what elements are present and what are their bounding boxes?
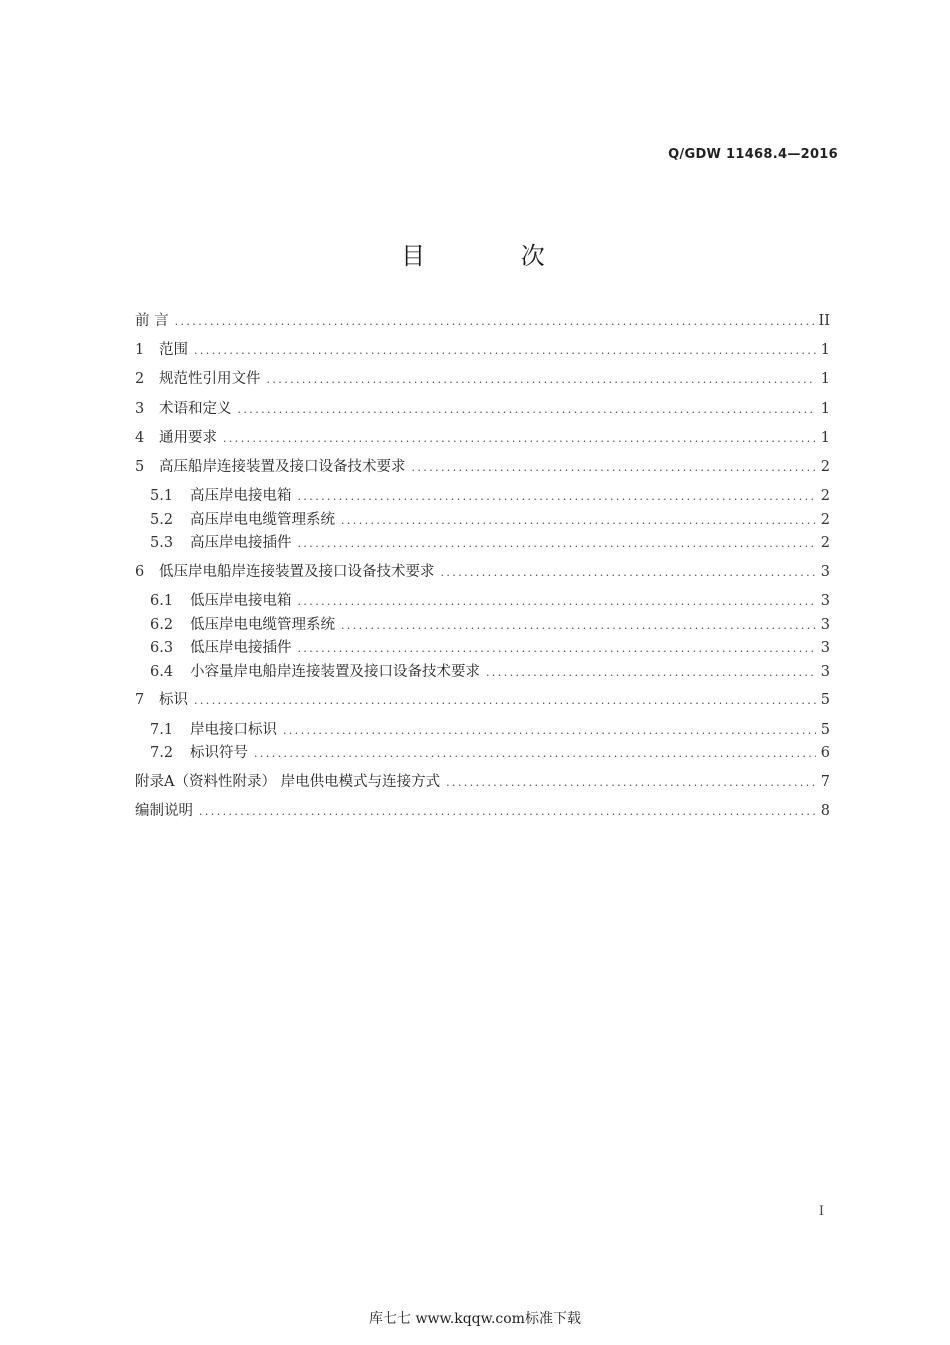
toc-entry-label: 高压岸电接插件: [190, 535, 292, 552]
toc-entry-label: 高压岸电电缆管理系统: [190, 511, 335, 528]
toc-leader-dots: [223, 429, 816, 449]
toc-entry-number: 3: [135, 400, 145, 417]
toc-entry-number: 2: [135, 371, 145, 388]
toc-entry[interactable]: [135, 801, 830, 830]
toc-leader-dots: [298, 487, 817, 507]
toc-entry-number: 6.2: [150, 616, 174, 633]
toc-leader-dots: [446, 773, 816, 793]
toc-entry[interactable]: [135, 562, 830, 591]
toc-entry-page: 1: [820, 429, 830, 446]
toc-entry-label: 术语和定义: [159, 400, 232, 417]
toc-entry-page: 2: [820, 488, 830, 505]
toc-entry-page: 3: [820, 593, 830, 610]
toc-entry[interactable]: [135, 533, 830, 557]
standard-code: Q/GDW 11468.4—2016: [668, 147, 838, 162]
toc-entry[interactable]: [135, 690, 830, 719]
toc-entry-label: 低压岸电接插件: [190, 640, 292, 657]
toc-entry[interactable]: [135, 662, 830, 686]
toc-entry-page: 5: [820, 721, 830, 738]
toc-entry-label: 小容量岸电船岸连接装置及接口设备技术要求: [190, 663, 480, 680]
toc-entry-label: 编制说明: [135, 803, 193, 820]
toc-leader-dots: [441, 563, 817, 583]
toc-entry-page: 1: [820, 400, 830, 417]
toc-entry-label: 标识: [159, 692, 188, 709]
footer-watermark: 库七七 www.kqqw.com标准下载: [369, 1311, 581, 1327]
toc-leader-dots: [486, 663, 816, 683]
toc-leader-dots: [412, 458, 817, 478]
toc-leader-dots: [199, 802, 816, 822]
toc-entry-number: 5: [135, 458, 145, 475]
toc-entry-number: 7.2: [150, 745, 174, 762]
toc-leader-dots: [194, 691, 816, 711]
toc-leader-dots: [238, 400, 817, 420]
toc-entry-page: 1: [820, 342, 830, 359]
toc-entry[interactable]: [135, 399, 830, 428]
toc-leader-dots: [283, 721, 816, 741]
toc-entry[interactable]: [135, 743, 830, 767]
toc-entry-label: 高压岸电接电箱: [190, 488, 292, 505]
toc-entry-label: 标识符号: [190, 745, 248, 762]
toc-entry-page: 2: [820, 535, 830, 552]
toc-entry[interactable]: [135, 340, 830, 369]
toc-entry-number: 4: [135, 429, 145, 446]
toc-entry[interactable]: [135, 457, 830, 486]
toc-leader-dots: [298, 639, 817, 659]
toc-entry-label: 低压岸电电缆管理系统: [190, 616, 335, 633]
toc-entry-page: 3: [820, 616, 830, 633]
toc-entry-number: 6.3: [150, 640, 174, 657]
toc-entry[interactable]: [135, 486, 830, 510]
toc-entry-label: 规范性引用文件: [159, 371, 261, 388]
toc-entry-page: 8: [820, 803, 830, 820]
toc-entry[interactable]: [135, 638, 830, 662]
toc-entry-number: 5.3: [150, 535, 174, 552]
toc-entry[interactable]: [135, 311, 830, 340]
page-number: I: [818, 1204, 824, 1219]
toc-entry-page: 3: [820, 563, 830, 580]
toc-entry-page: 3: [820, 640, 830, 657]
toc-entry[interactable]: [135, 510, 830, 534]
toc-entry-number: 5.2: [150, 511, 174, 528]
toc-entry-page: 7: [820, 773, 830, 790]
toc-entry-label: 低压岸电接电箱: [190, 593, 292, 610]
toc-entry[interactable]: [135, 720, 830, 744]
toc-leader-dots: [194, 341, 816, 361]
toc-entry-number: 6.4: [150, 663, 174, 680]
toc-entry-number: 7.1: [150, 721, 174, 738]
toc-leader-dots: [267, 370, 817, 390]
toc-entry-number: 1: [135, 342, 145, 359]
toc-entry[interactable]: [135, 369, 830, 398]
toc-entry-number: 5.1: [150, 488, 174, 505]
toc-leader-dots: [298, 534, 817, 554]
toc-entry-page: 6: [820, 745, 830, 762]
toc-entry-page: II: [818, 313, 830, 329]
toc-entry-number: 7: [135, 692, 145, 709]
toc-entry-label: 低压岸电船岸连接装置及接口设备技术要求: [159, 563, 435, 580]
toc-entry[interactable]: [135, 591, 830, 615]
toc-entry-page: 3: [820, 663, 830, 680]
toc-leader-dots: [341, 511, 816, 531]
toc-leader-dots: [341, 616, 816, 636]
toc-entry[interactable]: [135, 428, 830, 457]
toc-entry-page: 1: [820, 371, 830, 388]
toc-entry[interactable]: [135, 615, 830, 639]
toc-leader-dots: [175, 312, 815, 332]
toc-entry-label: 高压船岸连接装置及接口设备技术要求: [159, 458, 406, 475]
toc-entry-label: 通用要求: [159, 429, 217, 446]
toc-entry-page: 2: [820, 458, 830, 475]
toc-entry[interactable]: [135, 772, 830, 801]
toc-entry-label: 前 言: [135, 313, 169, 329]
toc-title: 目 次: [401, 242, 589, 270]
toc-entry-number: 6: [135, 563, 145, 580]
toc-entry-label: 岸电接口标识: [190, 721, 277, 738]
toc-entry-number: 6.1: [150, 593, 174, 610]
toc-leader-dots: [298, 592, 817, 612]
table-of-contents: [135, 311, 830, 830]
toc-entry-label: 范围: [159, 342, 188, 359]
toc-entry-page: 2: [820, 511, 830, 528]
toc-leader-dots: [254, 744, 816, 764]
toc-entry-label: 附录A（资料性附录） 岸电供电模式与连接方式: [135, 773, 441, 790]
toc-entry-page: 5: [820, 692, 830, 709]
